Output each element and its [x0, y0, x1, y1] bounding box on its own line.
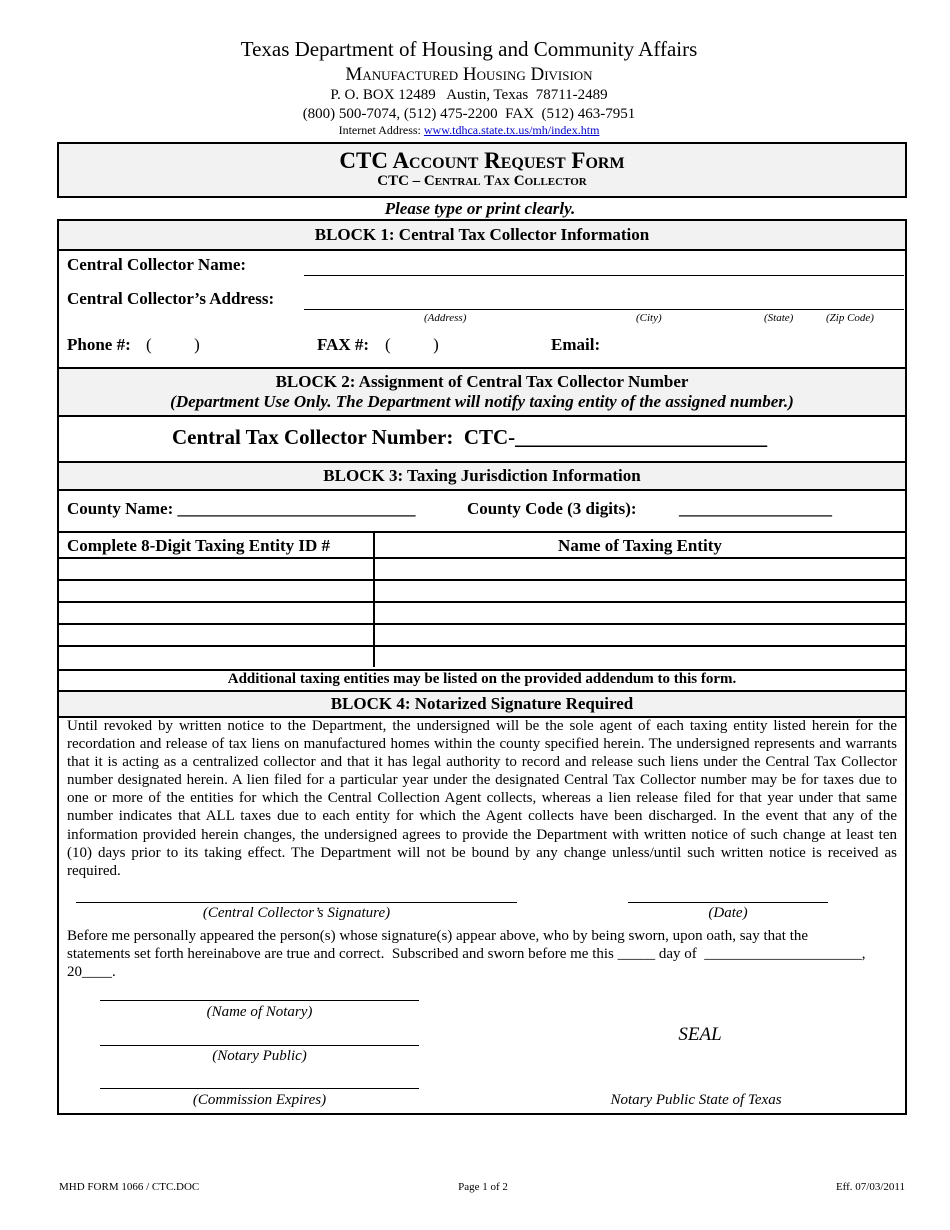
agency-name: Texas Department of Housing and Community Affairs [240, 37, 698, 61]
table-row[interactable] [59, 601, 905, 603]
table-row[interactable] [59, 623, 905, 625]
city-hint: (City) [636, 312, 662, 324]
fax-field[interactable]: ( ) [385, 335, 439, 354]
seal-label: SEAL [678, 1024, 722, 1045]
form-subtitle: CTC – Central Tax Collector [377, 173, 587, 189]
block3-heading: BLOCK 3: Taxing Jurisdiction Information [59, 461, 905, 491]
page-number: Page 1 of 2 [458, 1181, 508, 1193]
table-row[interactable] [59, 645, 905, 647]
taxing-entity-table [59, 531, 905, 671]
commission-expires-line[interactable] [100, 1088, 419, 1089]
phone-label: Phone #: [67, 335, 131, 354]
sworn-statement [67, 927, 907, 981]
division-name: Manufactured Housing Division [345, 64, 593, 85]
form-title-box [57, 142, 907, 198]
agency-agreement-text: Until revoked by written notice to the Department, the undersigned will be the sole agent of each taxing entity listed herein for the recordation and release of tax liens on manufactured homes within the county specified herein. The undersigned represents and warrants that it is acting as a centralized collector and that it has legal authority to record and release such liens under the Central Tax Collector number designated herein. A lien filed for a particular year under the designated Central Tax Collector number may be for taxes due to one or more of the entities for which the Central Collection Agent collects, whereas a lien release filed for that year under that same number indicates that ALL taxes due to each entity for which the Agent collects have been discharged. In the event that any of the information provided herein changes, the undersigned agrees to provide the Department with written notice of such change at least ten (10) days prior to its taking effect. The Department will not be bound by any change unless/until such written notice is received as required. [67, 718, 897, 879]
block4-heading: BLOCK 4: Notarized Signature Required [59, 690, 905, 718]
phone-numbers: (800) 500-7074, (512) 475-2200 FAX (512) 463-7951 [302, 106, 636, 122]
addendum-note: Additional taxing entities may be listed on the provided addendum to this form. [227, 671, 737, 687]
zip-hint: (Zip Code) [826, 312, 874, 324]
notary-public-caption: (Notary Public) [212, 1048, 307, 1064]
internet-address [0, 123, 938, 138]
block1-heading: BLOCK 1: Central Tax Collector Information [59, 221, 905, 251]
address-hint: (Address) [424, 312, 467, 324]
instruction: Please type or print clearly. [384, 199, 576, 218]
state-hint: (State) [764, 312, 794, 324]
collector-name-label: Central Collector Name: [67, 255, 247, 274]
county-code-field[interactable]: __________________ [679, 499, 832, 518]
block2-heading-box [59, 367, 905, 417]
form-title: CTC Account Request Form [339, 148, 625, 173]
block2-note: (Department Use Only. The Department will notify taxing entity of the assigned number.) [170, 392, 794, 411]
collector-name-field[interactable] [304, 275, 904, 276]
signature-line[interactable] [76, 902, 517, 903]
date-line[interactable] [628, 902, 828, 903]
collector-address-label: Central Collector’s Address: [67, 289, 275, 308]
email-label: Email: [551, 335, 601, 354]
county-code-label: County Code (3 digits): [467, 499, 637, 518]
signature-caption: (Central Collector’s Signature) [202, 905, 391, 921]
effective-date: Eff. 07/03/2011 [835, 1181, 905, 1193]
fax-label: FAX #: [317, 335, 370, 354]
internet-label: Internet Address: [338, 123, 421, 137]
sworn-line-2[interactable]: statements set forth hereinabove are true and correct. Subscribed and sworn before me this _____ day of _____________________, [67, 946, 866, 962]
collector-address-field[interactable] [304, 309, 904, 310]
table-header-divider [59, 557, 905, 559]
county-name-field[interactable]: County Name: ____________________________ [67, 499, 416, 518]
mailing-address: P. O. BOX 12489 Austin, Texas 78711-2489 [330, 87, 608, 103]
table-header-name: Name of Taxing Entity [558, 536, 722, 555]
notary-public-line[interactable] [100, 1045, 419, 1046]
notary-name-caption: (Name of Notary) [206, 1004, 313, 1020]
notary-name-line[interactable] [100, 1000, 419, 1001]
ctc-number-field[interactable]: Central Tax Collector Number: CTC-________________________ [172, 425, 768, 449]
phone-field[interactable]: ( ) [146, 335, 200, 354]
sworn-line-1: Before me personally appeared the person(s) whose signature(s) appear above, who by being sworn, upon oath, say that the [67, 928, 809, 944]
form-id: MHD FORM 1066 / CTC.DOC [59, 1181, 200, 1193]
table-row[interactable] [59, 579, 905, 581]
commission-expires-caption: (Commission Expires) [192, 1092, 327, 1108]
block2-heading: BLOCK 2: Assignment of Central Tax Collector Number [275, 372, 689, 391]
website-link[interactable]: www.tdhca.state.tx.us/mh/index.htm [423, 123, 600, 137]
table-header-id: Complete 8-Digit Taxing Entity ID # [67, 536, 331, 555]
notary-state-caption: Notary Public State of Texas [610, 1092, 782, 1108]
sworn-line-3[interactable]: 20____. [67, 964, 116, 980]
date-caption: (Date) [708, 905, 748, 921]
